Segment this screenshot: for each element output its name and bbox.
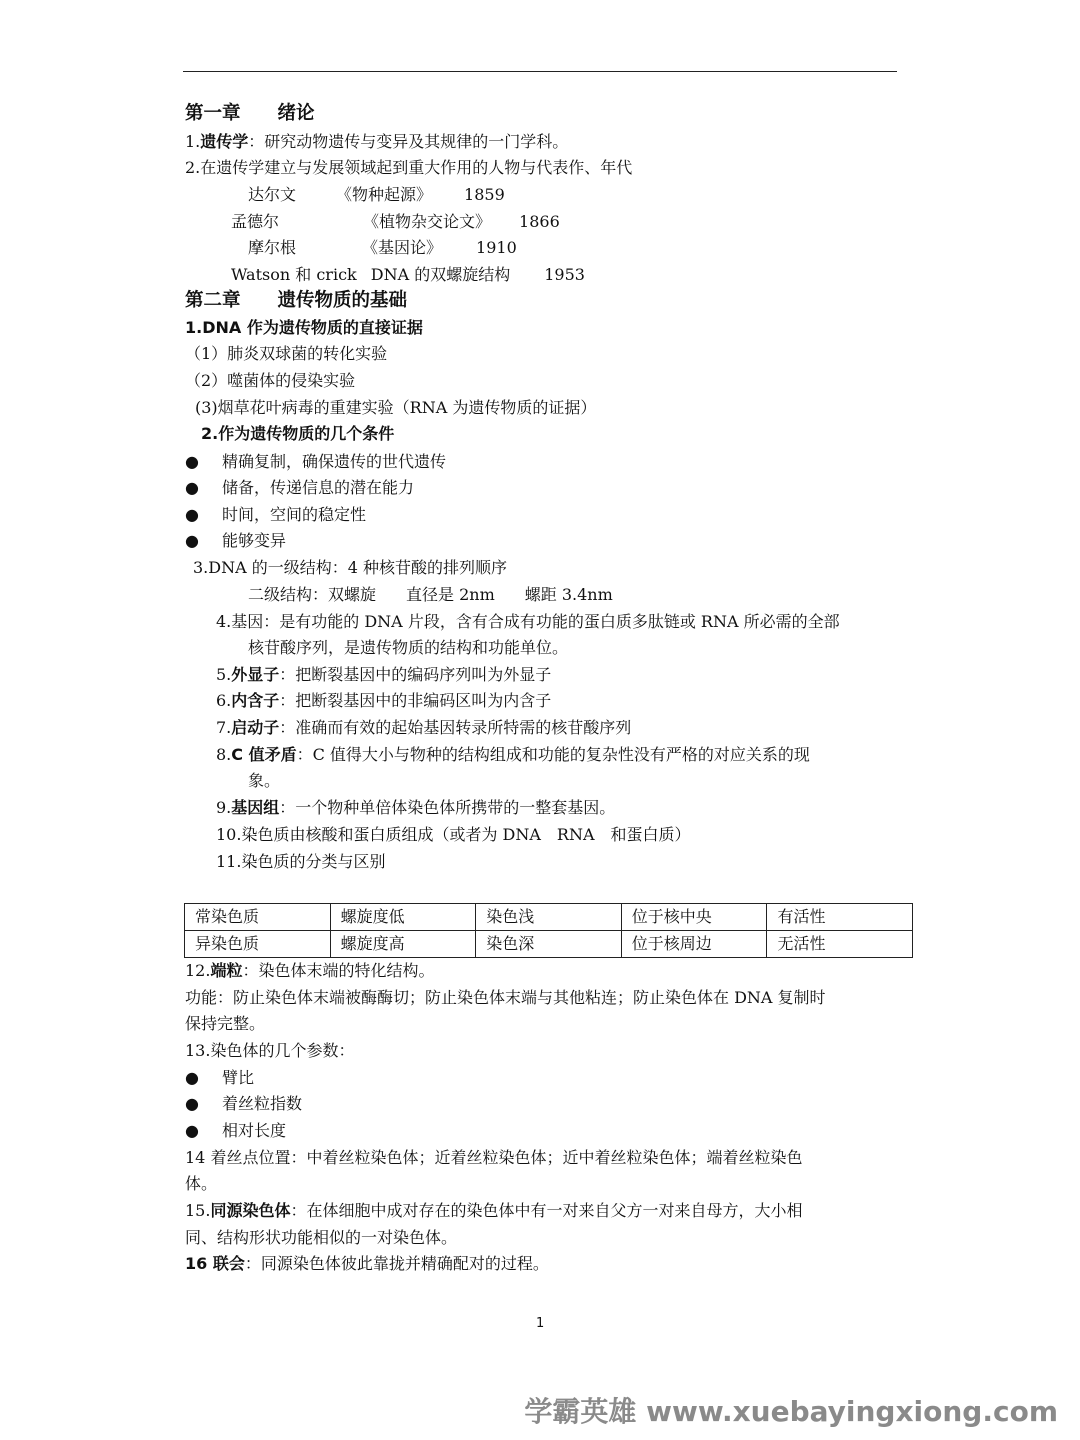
person-name: 孟德尔 [231,212,280,231]
homologous-def [185,1200,802,1222]
centromere-position: 14 着丝点位置：中着丝粒染色体；近着丝粒染色体；近中着丝粒染色体；端着丝粒染色 [185,1148,803,1167]
term: C 值矛盾 [231,745,297,764]
condition-item: 时间，空间的稳定性 [222,505,367,524]
exon-def [216,664,551,686]
term: 内含子 [231,691,280,710]
person-year: 1859 [464,185,505,204]
bullet-icon: ● [185,452,199,471]
item-number: 6. [216,691,232,710]
item-number: 7. [216,718,232,737]
term: 同源染色体 [210,1201,291,1220]
gene-def: 4.基因：是有功能的 DNA 片段，含有合成有功能的蛋白质多肽链或 RNA 所必需的全部 [216,612,840,631]
person-year: 1910 [476,238,517,257]
telomere-function-cont: 保持完整。 [185,1014,266,1033]
chromosome-params: 13.染色体的几个参数： [185,1041,355,1060]
person-year: 1953 [544,265,585,284]
table-cell: 异染色质 [185,931,331,958]
person-row [248,237,517,259]
param-item: 相对长度 [222,1121,287,1140]
chromatin-table [184,903,913,958]
definition: ：染色体末端的特化结构。 [242,961,435,980]
dna-structure: 3.DNA 的一级结构：4 种核苷酸的排列顺序 [193,558,508,577]
item-number: 5. [216,665,232,684]
page-number: 1 [536,1316,545,1331]
term: 启动子 [231,718,280,737]
bullet-icon: ● [185,531,199,550]
definition: ：C 值得大小与物种的结构组成和功能的复杂性没有严格的对应关系的现 [296,745,810,764]
person-work: 《基因论》 [362,238,443,257]
chromatin-composition: 10.染色质由核酸和蛋白质组成（或者为 DNA RNA 和蛋白质） [216,825,691,844]
person-name: Watson 和 crick [231,265,357,284]
pitch: 螺距 3.4nm [524,585,613,604]
term: 16 联会 [185,1254,245,1273]
definition: ：在体细胞中成对存在的染色体中有一对来自父方一对来自母方，大小相 [290,1201,803,1220]
definition: ：把断裂基因中的非编码区叫为内含子 [279,691,552,710]
section-heading: 1.DNA 作为遗传物质的直接证据 [185,318,423,337]
item-number: 9. [216,798,232,817]
section-heading: 2.作为遗传物质的几个条件 [201,424,395,443]
synapsis-def [185,1253,549,1275]
chromatin-classification: 11.染色质的分类与区别 [216,852,386,871]
watermark: 学霸英雄 www.xuebayingxiong.com [524,1395,1058,1428]
intron-def [216,690,551,712]
table-cell: 有活性 [767,904,913,931]
item-number: 12. [185,961,211,980]
person-name: 摩尔根 [248,238,297,257]
bullet-icon: ● [185,505,199,524]
table-cell: 螺旋度低 [330,904,476,931]
definition: ：把断裂基因中的编码序列叫为外显子 [279,665,552,684]
header-rule [183,71,897,72]
gene-def-cont: 核苷酸序列，是遗传物质的结构和功能单位。 [248,638,569,657]
chapter1-title: 第一章 绪论 [185,103,315,124]
ch1-item2: 2.在遗传学建立与发展领域起到重大作用的人物与代表作、年代 [185,158,633,177]
table-cell: 染色浅 [476,904,622,931]
bullet-icon: ● [185,1068,199,1087]
person-work: 《植物杂交论文》 [363,212,492,231]
genome-def [216,797,615,819]
table-cell: 染色深 [476,931,622,958]
bullet-icon: ● [185,1121,199,1140]
telomere-def [185,960,434,982]
person-year: 1866 [519,212,560,231]
chapter2-title: 第二章 遗传物质的基础 [185,290,408,311]
param-item: 着丝粒指数 [222,1094,303,1113]
centromere-position-cont: 体。 [185,1174,218,1193]
person-row [231,211,560,233]
definition: ：研究动物遗传与变异及其规律的一门学科。 [248,132,569,151]
condition-item: 精确复制，确保遗传的世代遗传 [222,452,447,471]
item-number: 8. [216,745,232,764]
term: 基因组 [231,798,280,817]
c-value-def-cont: 象。 [248,771,281,790]
ch1-item1 [185,131,568,153]
homologous-def-cont: 同、结构形状功能相似的一对染色体。 [185,1228,458,1247]
term: 端粒 [210,961,243,980]
bullet-icon: ● [185,478,199,497]
condition-item: 能够变异 [222,531,287,550]
term: 外显子 [231,665,280,684]
person-work: 《物种起源》 [336,185,433,204]
table-row [185,904,913,931]
table-cell: 位于核中央 [621,904,767,931]
definition: ：一个物种单倍体染色体所携带的一整套基因。 [279,798,616,817]
experiment-item: （1）肺炎双球菌的转化实验 [185,344,388,363]
person-name: 达尔文 [248,185,297,204]
person-row [248,184,505,206]
table-cell: 无活性 [767,931,913,958]
experiment-item: (3)烟草花叶病毒的重建实验（RNA 为遗传物质的证据） [195,398,597,417]
table-cell: 位于核周边 [621,931,767,958]
table-cell: 螺旋度高 [330,931,476,958]
param-item: 臂比 [222,1068,255,1087]
item-number: 15. [185,1201,211,1220]
condition-item: 储备，传递信息的潜在能力 [222,478,415,497]
secondary-label: 二级结构：双螺旋 [248,585,377,604]
dna-secondary [248,584,613,606]
person-row [231,264,585,286]
experiment-item: （2）噬菌体的侵染实验 [185,371,356,390]
promoter-def [216,717,631,739]
table-cell: 常染色质 [185,904,331,931]
definition: ：同源染色体彼此靠拢并精确配对的过程。 [244,1254,549,1273]
bullet-icon: ● [185,1094,199,1113]
c-value-def [216,744,810,766]
definition: ：准确而有效的起始基因转录所特需的核苷酸序列 [279,718,632,737]
diameter: 直径是 2nm [406,585,495,604]
table-row [185,931,913,958]
term: 遗传学 [200,132,249,151]
person-work: DNA 的双螺旋结构 [370,265,511,284]
telomere-function: 功能：防止染色体末端被酶酶切；防止染色体末端与其他粘连；防止染色体在 DNA 复制时 [185,988,826,1007]
item-number: 1. [185,132,201,151]
